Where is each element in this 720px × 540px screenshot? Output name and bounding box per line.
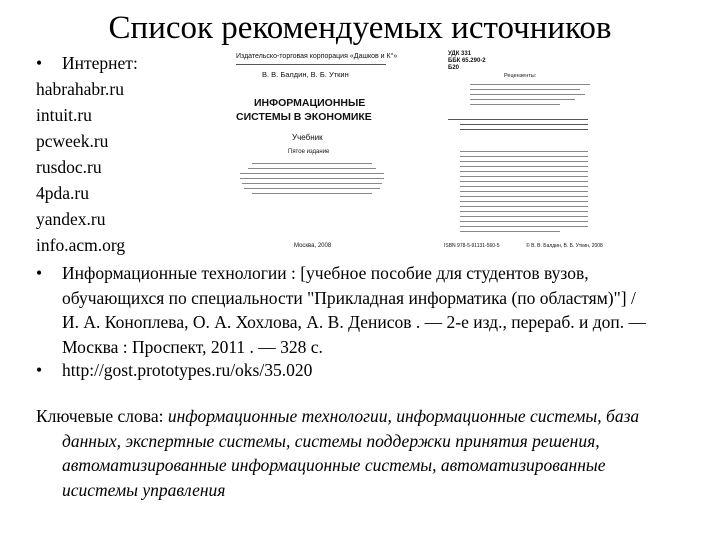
text-line (460, 171, 588, 172)
city-year: Москва, 2008 (294, 243, 332, 249)
page-title: Список рекомендуемых источников (108, 10, 612, 46)
text-line (460, 186, 588, 187)
text-line (240, 173, 384, 174)
keywords-line: информационные технологии, информационные системы, база (167, 406, 640, 426)
keywords-paragraph (36, 404, 712, 502)
book-reference-line: И. А. Коноплева, О. А. Хохлова, А. В. Денисов . — 2-е изд., перераб. и доп. — (62, 312, 647, 332)
gost-link[interactable]: http://gost.prototypes.ru/oks/35.020 (62, 360, 313, 380)
bullet-icon: • (36, 263, 43, 283)
book-reference-line: обучающихся по специальности "Прикладная информатика (по областям)"] / (62, 287, 636, 308)
text-line (460, 151, 588, 152)
text-line (470, 89, 580, 90)
text-line (248, 168, 376, 169)
internet-bullet (36, 51, 138, 76)
text-line (460, 231, 560, 232)
header-rule (236, 64, 386, 65)
keywords-line: автоматизированные информационные системы, автоматизированные (62, 455, 606, 475)
copyright: © В. В. Балдин, В. Б. Уткин, 2008 (526, 243, 603, 249)
keywords-first-line (36, 404, 712, 429)
book-code: Б20 (448, 65, 459, 71)
text-line (470, 84, 590, 85)
internet-label: Интернет: (62, 53, 138, 73)
text-line (460, 211, 588, 212)
text-line (460, 156, 588, 157)
gost-bullet (36, 358, 312, 383)
publisher-header: Издательско-торговая корпорация «Дашков и К°» (236, 53, 398, 60)
text-line (460, 124, 588, 125)
keywords-label: Ключевые слова: (36, 406, 168, 426)
text-line (460, 221, 588, 222)
text-line (460, 166, 588, 167)
book-edition: Пятое издание (288, 149, 330, 155)
text-line (242, 183, 382, 184)
book-reference-line: Москва : Проспект, 2011 . — 328 с. (62, 336, 323, 357)
text-line (460, 196, 588, 197)
book-subtitle: Учебник (292, 133, 323, 142)
text-line (470, 99, 575, 100)
book-reference-line: Информационные технологии : [учебное пособие для студентов вузов, (62, 263, 589, 283)
site-link[interactable]: yandex.ru (36, 209, 106, 229)
keywords-line: данных, экспертные системы, системы поддержки принятия решения, (62, 430, 600, 451)
bullet-icon: • (36, 360, 43, 380)
book-title-line: СИСТЕМЫ В ЭКОНОМИКЕ (236, 111, 372, 123)
site-link[interactable]: pcweek.ru (36, 131, 109, 151)
text-line (252, 193, 372, 194)
text-line (460, 181, 588, 182)
book-title-page-scan (222, 47, 422, 255)
site-link[interactable]: 4pda.ru (36, 183, 89, 203)
text-line (460, 226, 588, 227)
text-line (252, 163, 372, 164)
isbn: ISBN 978-5-91131-560-5 (444, 243, 500, 249)
keywords-line: исистемы управления (62, 479, 226, 500)
site-link[interactable]: intuit.ru (36, 105, 92, 125)
book-authors: В. В. Балдин, В. Б. Уткин (262, 70, 349, 79)
text-line (470, 104, 560, 105)
bullet-icon: • (36, 53, 43, 73)
reviewers-label: Рецензенты: (504, 73, 537, 79)
text-line (460, 129, 588, 130)
text-line (460, 201, 588, 202)
site-link[interactable]: rusdoc.ru (36, 157, 102, 177)
bbk-code: ББК 65.290-2 (448, 58, 486, 64)
site-link[interactable]: habrahabr.ru (36, 79, 124, 99)
text-line (240, 178, 384, 179)
book-imprint-page-scan (440, 47, 603, 255)
book-reference (36, 261, 676, 359)
site-link[interactable]: info.acm.org (36, 235, 126, 255)
text-line (460, 191, 588, 192)
text-line (460, 176, 588, 177)
text-line (448, 119, 588, 120)
text-line (470, 94, 585, 95)
text-line (244, 188, 380, 189)
text-line (460, 161, 588, 162)
book-title-line: ИНФОРМАЦИОННЫЕ (254, 97, 366, 109)
udk-code: УДК 331 (448, 51, 472, 57)
text-line (460, 216, 588, 217)
text-line (460, 206, 588, 207)
